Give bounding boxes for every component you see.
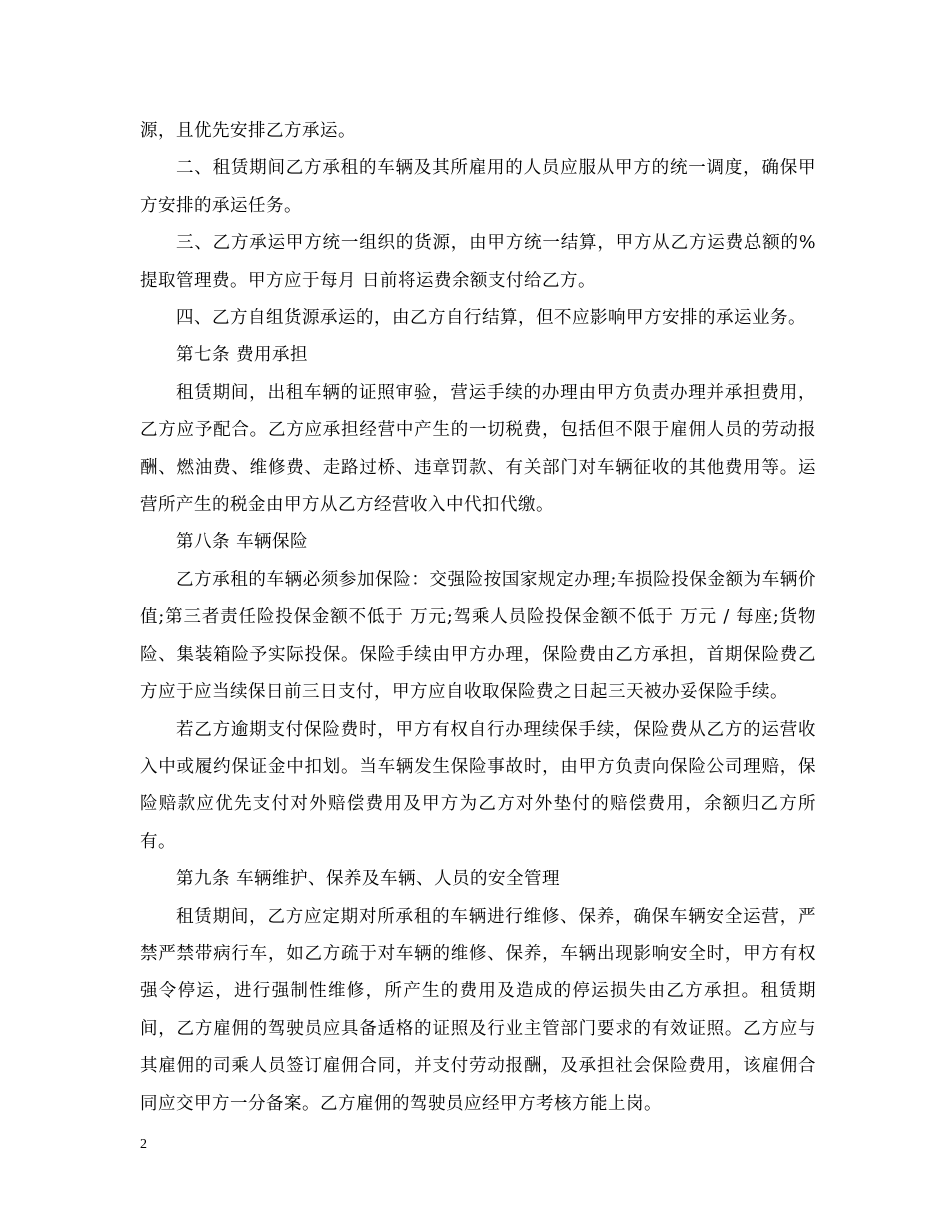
paragraph-2: 二、租赁期间乙方承租的车辆及其所雇用的人员应服从甲方的统一调度，确保甲方安排的承运任务。 bbox=[140, 158, 816, 216]
paragraph-3: 三、乙方承运甲方统一组织的货源，由甲方统一结算，甲方从乙方运费总额的%提取管理费。甲方应于每月 日前将运费余额支付给乙方。 bbox=[140, 233, 816, 291]
section-heading-article-7: 第七条 费用承担 bbox=[176, 345, 309, 366]
section-heading-article-9: 第九条 车辆维护、保养及车辆、人员的安全管理 bbox=[176, 869, 561, 890]
paragraph-5: 租赁期间，出租车辆的证照审验，营运手续的办理由甲方负责办理并承担费用，乙方应予配合。乙方应承担经营中产生的一切税费，包括但不限于雇佣人员的劳动报酬、燃油费、维修费、走路过桥、违章罚款、有关部门对车辆征收的其他费用等。运营所产生的税金由甲方从乙方经营收入中代扣代缴。 bbox=[140, 382, 816, 516]
paragraph-1: 源，且优先安排乙方承运。 bbox=[140, 121, 356, 141]
page-number: 2 bbox=[140, 1137, 147, 1152]
paragraph-8: 租赁期间，乙方应定期对所承租的车辆进行维修、保养，确保车辆安全运营，严禁严禁带病行车，如乙方疏于对车辆的维修、保养，车辆出现影响安全时，甲方有权强令停运，进行强制性维修，所产生的费用及造成的停运损失由乙方承担。租赁期间，乙方雇佣的驾驶员应具备适格的证照及行业主管部门要求的有效证照。乙方应与其雇佣的司乘人员签订雇佣合同，并支付劳动报酬，及承担社会保险费用，该雇佣合同应交甲方一分备案。乙方雇佣的驾驶员应经甲方考核方能上岗。 bbox=[140, 906, 816, 1114]
section-heading-article-8: 第八条 车辆保险 bbox=[176, 532, 309, 553]
paragraph-4: 四、乙方自组货源承运的，由乙方自行结算，但不应影响甲方安排的承运业务。 bbox=[176, 308, 806, 329]
paragraph-6: 乙方承租的车辆必须参加保险：交强险按国家规定办理;车损险投保金额为车辆价值;第三者责任险投保金额不低于 万元;驾乘人员险投保金额不低于 万元 / 每座;货物险、集装箱险予实际投保。保险手续由甲方办理，保险费由乙方承担，首期保险费乙方应于应当续保日前三日支付，甲方应自收取保险费之日起三天被办妥保险手续。 bbox=[140, 569, 816, 703]
paragraph-7: 若乙方逾期支付保险费时，甲方有权自行办理续保手续，保险费从乙方的运营收入中或履约保证金中扣划。当车辆发生保险事故时，由甲方负责向保险公司理赔，保险赔款应优先支付对外赔偿费用及甲方为乙方对外垫付的赔偿费用，余额归乙方所有。 bbox=[140, 719, 816, 852]
document-body bbox=[140, 113, 816, 1123]
